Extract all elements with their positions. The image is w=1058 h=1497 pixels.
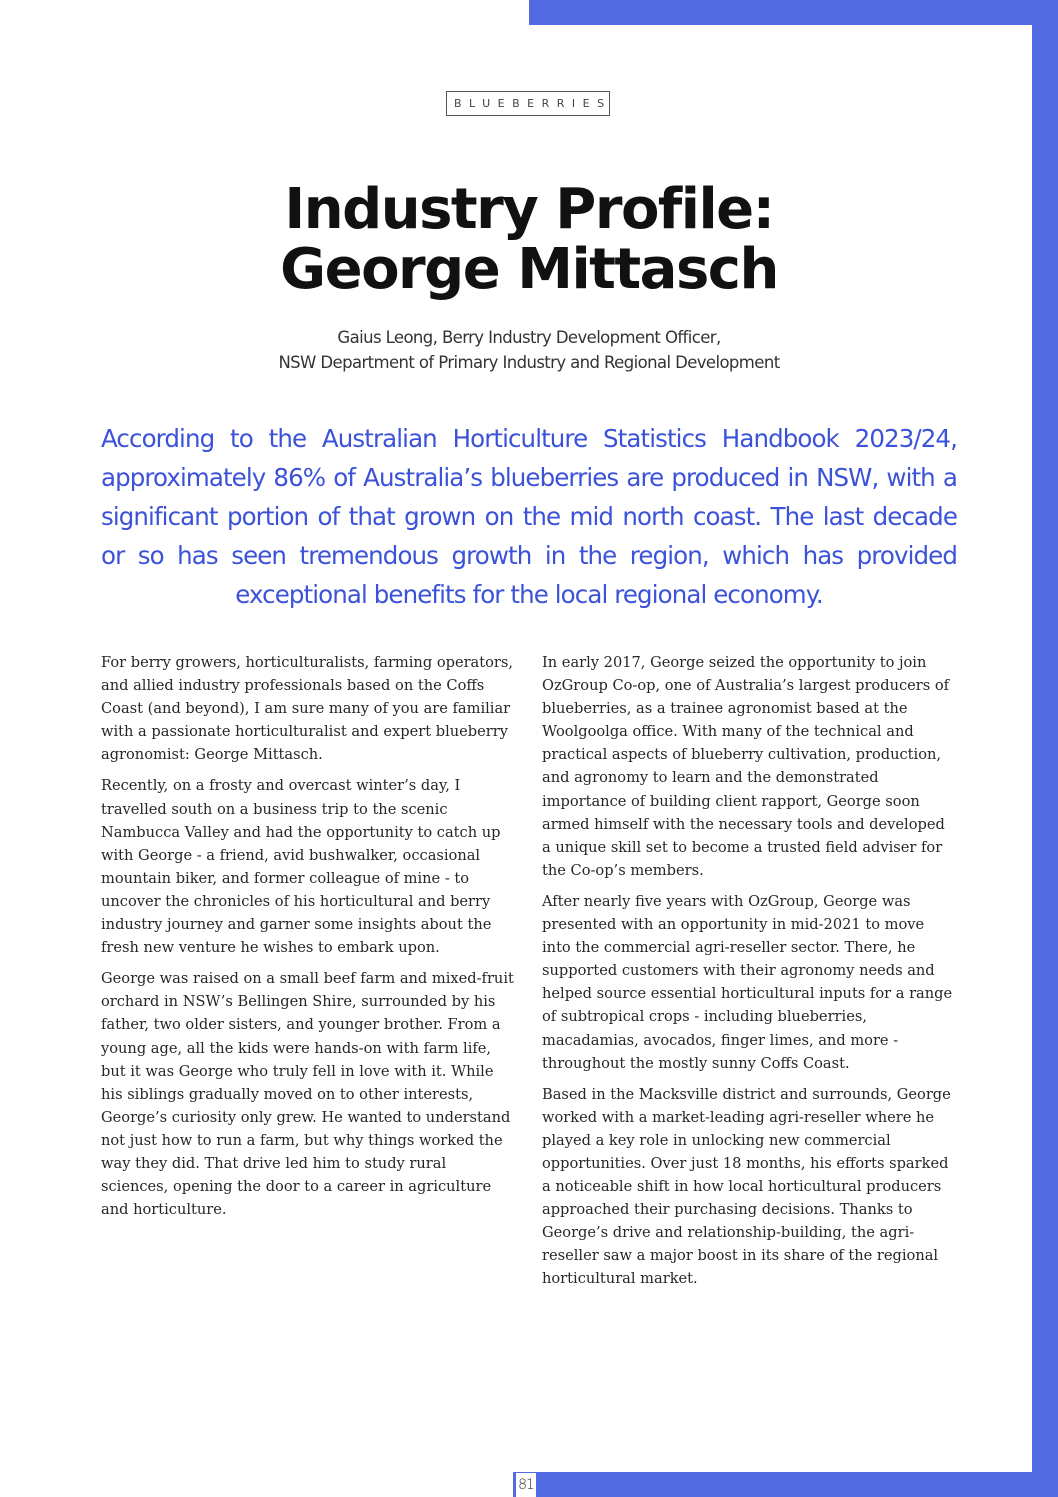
- bottom-accent-bar: [513, 1472, 1058, 1497]
- page-number: 81: [516, 1473, 536, 1497]
- intro-standfirst: According to the Australian Horticulture Statistics Handbook 2023/24, approximately 86% of Australia’s blueberries are produced in NSW, with a significant portion of that grown on the mid north coast. The last decade or so has seen tremendous growth in the region, which has provided exceptional benefits for the local regional economy.: [101, 424, 957, 609]
- section-label: BLUEBERRIES: [446, 91, 610, 116]
- author-byline: [0, 325, 1058, 375]
- title-line-2: George Mittasch: [280, 237, 778, 302]
- paragraph: George was raised on a small beef farm and mixed-fruit orchard in NSW’s Bellingen Shire, surrounded by his father, two older sisters, and younger brother. From a young age, all the kids were hands-on with farm life, but it was George who truly fell in love with it. While his siblings gradually moved on to other interests, George’s curiosity only grew. He wanted to understand not just how to run a farm, but why things worked the way they did. That drive led him to study rural sciences, opening the door to a career in agriculture and horticulture.: [101, 970, 514, 1219]
- page-title: [0, 177, 1058, 302]
- paragraph: For berry growers, horticulturalists, farming operators, and allied industry professionals based on the Coffs Coast (and beyond), I am sure many of you are familiar with a passionate horticulturalist and expert blueberry agronomist: George Mittasch.: [101, 654, 514, 764]
- top-accent-bar: [529, 0, 1058, 25]
- byline-line-1: Gaius Leong, Berry Industry Development Officer,: [337, 328, 721, 347]
- title-line-1: Industry Profile:: [284, 177, 774, 242]
- body-column-left: [101, 651, 515, 1229]
- body-column-right: [542, 651, 956, 1299]
- paragraph: Recently, on a frosty and overcast winter’s day, I travelled south on a business trip to the scenic Nambucca Valley and had the opportunity to catch up with George - a friend, avid bushwalker, occasional mountain biker, and former colleague of mine - to uncover the chronicles of his horticultural and berry industry journey and garner some insights about the fresh new venture he wishes to embark upon.: [101, 777, 501, 957]
- byline-line-2: NSW Department of Primary Industry and Regional Development: [278, 353, 780, 372]
- paragraph: After nearly five years with OzGroup, George was presented with an opportunity in mid-2021 to move into the commercial agri-reseller sector. There, he supported customers with their agronomy needs and helped source essential horticultural inputs for a range of subtropical crops - including blueberries, macadamias, avocados, finger limes, and more - throughout the mostly sunny Coffs Coast.: [542, 892, 953, 1072]
- paragraph: Based in the Macksville district and surrounds, George worked with a market-leading agri-reseller where he played a key role in unlocking new commercial opportunities. Over just 18 months, his efforts sparked a noticeable shift in how local horticultural producers approached their purchasing decisions. Thanks to George’s drive and relationship-building, the agri-reseller saw a major boost in its share of the regional horticultural market.: [542, 1085, 951, 1288]
- paragraph: In early 2017, George seized the opportunity to join OzGroup Co-op, one of Australia’s largest producers of blueberries, as a trainee agronomist based at the Woolgoolga office. With many of the technical and practical aspects of blueberry cultivation, production, and agronomy to learn and the demonstrated importance of building client rapport, George soon armed himself with the necessary tools and developed a unique skill set to become a trusted field adviser for the Co-op’s members.: [542, 654, 950, 879]
